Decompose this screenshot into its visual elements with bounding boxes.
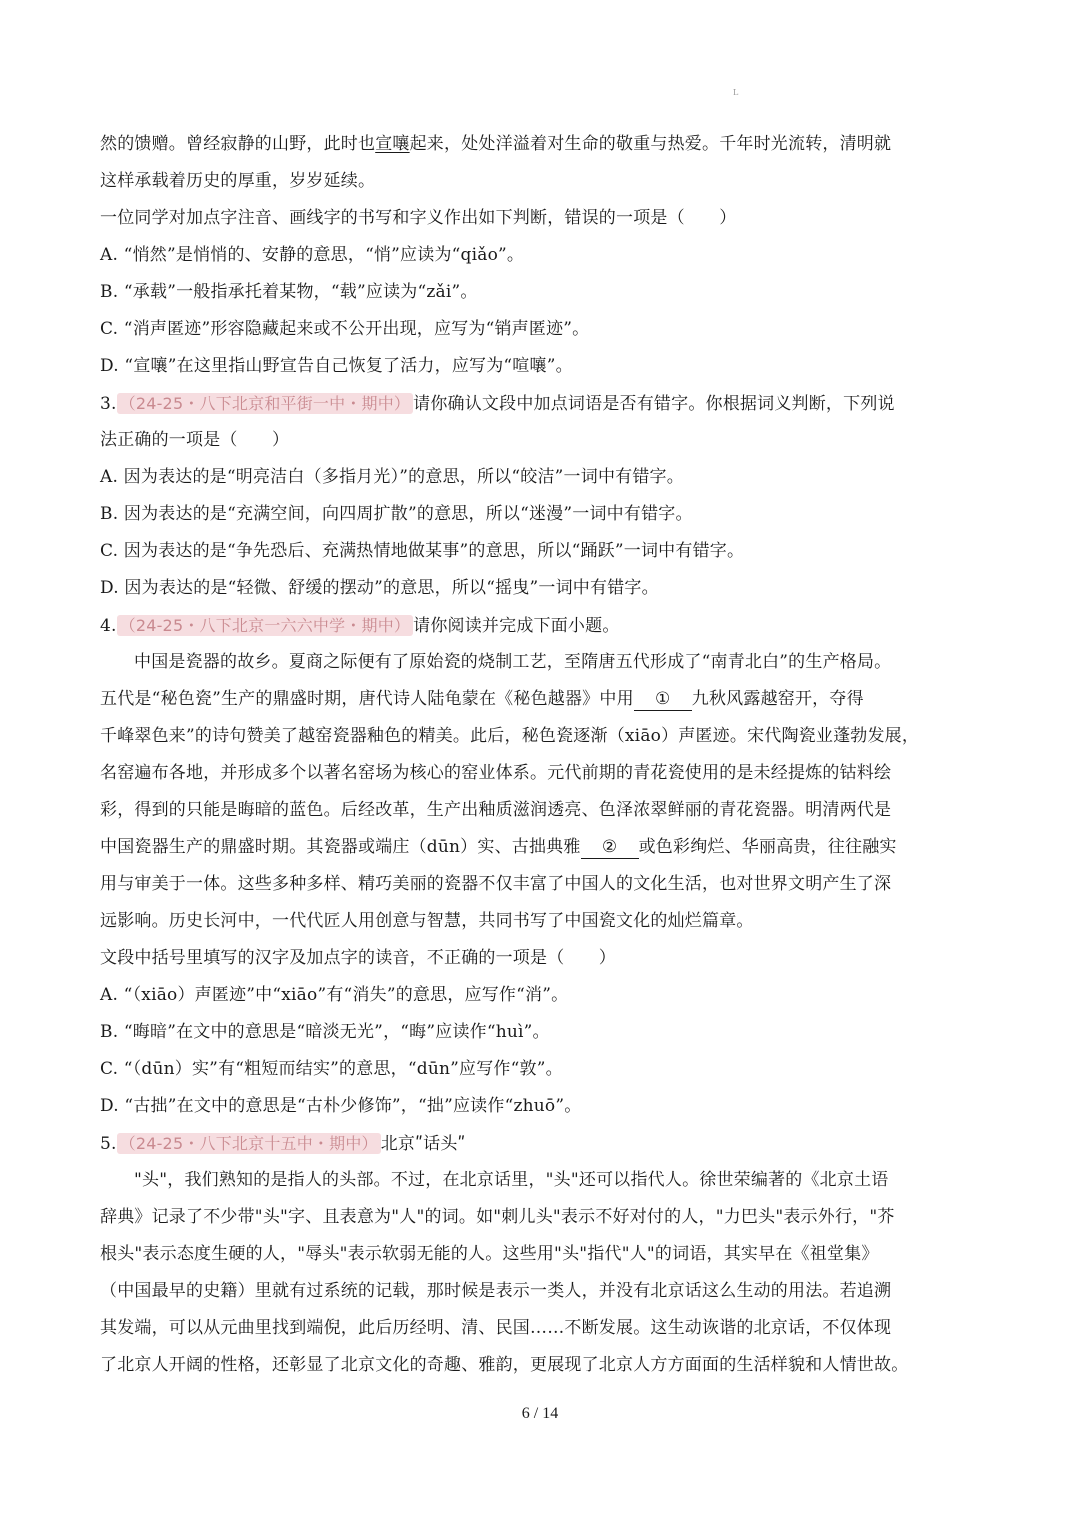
option-d: D. 因为表达的是“轻微、舒缓的摆动”的意思，所以“摇曳”一词中有错字。 — [100, 578, 659, 598]
question-5-stem: 5. （24-25・八下北京十五中・期中） 北京ʺ话头ʺ — [100, 1134, 466, 1154]
question-stem: 一位同学对加点字注音、画线字的书写和字义作出如下判断，错误的一项是（ ） — [100, 208, 737, 228]
passage-line: 用与审美于一体。这些多种多样、精巧美丽的瓷器不仅丰富了中国人的文化生活，也对世界文明产生了深 — [100, 874, 892, 894]
passage-line: 根头"表示态度生硬的人，"辱头"表示软弱无能的人。这些用"头"指代"人"的词语，其实早在《祖堂集》 — [100, 1244, 879, 1264]
option-a: A. 因为表达的是“明亮洁白（多指月光）”的意思，所以“皎洁”一词中有错字。 — [100, 467, 684, 487]
question-stem: 文段中括号里填写的汉字及加点字的读音，不正确的一项是（ ） — [100, 948, 616, 968]
option-c: C. 因为表达的是“争先恐后、充满热情地做某事”的意思，所以“踊跃”一词中有错字。 — [100, 541, 745, 561]
source-tag: （24-25・八下北京和平街一中・期中） — [117, 393, 414, 414]
passage-line: 中国瓷器生产的鼎盛时期。其瓷器或端庄（dūn）实、古拙典雅 ② 或色彩绚烂、华丽高贵，往往融实 — [100, 837, 897, 857]
passage-line: "头"，我们熟知的是指人的头部。不过，在北京话里，"头"还可以指代人。徐世荣编著的《北京土语 — [134, 1170, 889, 1190]
option-c: C. “消声匿迹”形容隐藏起来或不公开出现，应写为“销声匿迹”。 — [100, 319, 590, 339]
passage-line: 名窑遍布各地，并形成多个以著名窑场为核心的窑业体系。元代前期的青花瓷使用的是未经提炼的钴料绘 — [100, 763, 892, 783]
corner-mark: L — [733, 88, 739, 97]
option-c: C. “（dūn）实”有“粗短而结实”的意思，“dūn”应写作“敦”。 — [100, 1059, 563, 1079]
question-4-stem: 4. （24-25・八下北京一六六中学・期中） 请你阅读并完成下面小题。 — [100, 616, 620, 636]
blank-2: ② — [581, 836, 639, 859]
passage-line: 中国是瓷器的故乡。夏商之际便有了原始瓷的烧制工艺，至隋唐五代形成了“南青北白”的生产格局。 — [134, 652, 892, 672]
passage-line: 彩，得到的只能是晦暗的蓝色。后经改革，生产出釉质滋润透亮、色泽浓翠鲜丽的青花瓷器。明清两代是 — [100, 800, 892, 820]
option-b: B. “晦暗”在文中的意思是“暗淡无光”，“晦”应读作“huì”。 — [100, 1022, 550, 1042]
source-tag: （24-25・八下北京一六六中学・期中） — [117, 615, 414, 636]
option-b: B. “承载”一般指承托着某物，“载”应读为“zǎi”。 — [100, 282, 478, 302]
passage-line: （中国最早的史籍）里就有过系统的记载，那时候是表示一类人，并没有北京话这么生动的用法。若追溯 — [100, 1281, 892, 1301]
source-tag: （24-25・八下北京十五中・期中） — [117, 1133, 381, 1154]
underlined-word: 宣嚷 — [375, 134, 410, 154]
passage-line: 这样承载着历史的厚重，岁岁延续。 — [100, 171, 376, 191]
blank-1: ① — [634, 688, 692, 711]
passage-line: 千峰翠色来”的诗句赞美了越窑瓷器釉色的精美。此后，秘色瓷逐渐（xiāo）声匿迹。宋代陶瓷业蓬勃发展， — [100, 726, 920, 746]
option-b: B. 因为表达的是“充满空间，向四周扩散”的意思，所以“迷漫”一词中有错字。 — [100, 504, 693, 524]
question-number: 5. — [100, 1134, 117, 1154]
passage-line: 了北京人开阔的性格，还彰显了北京文化的奇趣、雅韵，更展现了北京人方方面面的生活样貌和人情世故。 — [100, 1355, 909, 1375]
passage-line: 远影响。历史长河中，一代代匠人用创意与智慧，共同书写了中国瓷文化的灿烂篇章。 — [100, 911, 754, 931]
option-d: D. “宣嚷”在这里指山野宣告自己恢复了活力，应写为“喧嚷”。 — [100, 356, 573, 376]
passage-line: 然的馈赠。曾经寂静的山野，此时也宣嚷起来，处处洋溢着对生命的敬重与热爱。千年时光流转，清明就 — [100, 134, 892, 154]
document-content — [100, 126, 984, 1384]
option-a: A. “悄然”是悄悄的、安静的意思，“悄”应读为“qiǎo”。 — [100, 245, 525, 265]
question-number: 4. — [100, 616, 117, 636]
option-d: D. “古拙”在文中的意思是“古朴少修饰”，“拙”应读作“zhuō”。 — [100, 1096, 582, 1116]
option-a: A. “（xiāo）声匿迹”中“xiāo”有“消失”的意思，应写作“消”。 — [100, 985, 569, 1005]
page-number: 6 / 14 — [521, 1405, 559, 1422]
passage-line: 辞典》记录了不少带"头"字、且表意为"人"的词。如"刺儿头"表示不好对付的人，"力巴头"表示外行，"芥 — [100, 1207, 895, 1227]
passage-line: 其发端，可以从元曲里找到端倪，此后历经明、清、民国……不断发展。这生动诙谐的北京话，不仅体现 — [100, 1318, 892, 1338]
passage-line: 五代是“秘色瓷”生产的鼎盛时期，唐代诗人陆龟蒙在《秘色越器》中用 ① 九秋风露越窑开，夺得 — [100, 689, 864, 709]
question-3-stem-cont: 法正确的一项是（ ） — [100, 430, 290, 450]
question-3-stem: 3. （24-25・八下北京和平街一中・期中） 请你确认文段中加点词语是否有错字。你根据词义判断，下列说 — [100, 394, 895, 414]
question-number: 3. — [100, 394, 117, 414]
